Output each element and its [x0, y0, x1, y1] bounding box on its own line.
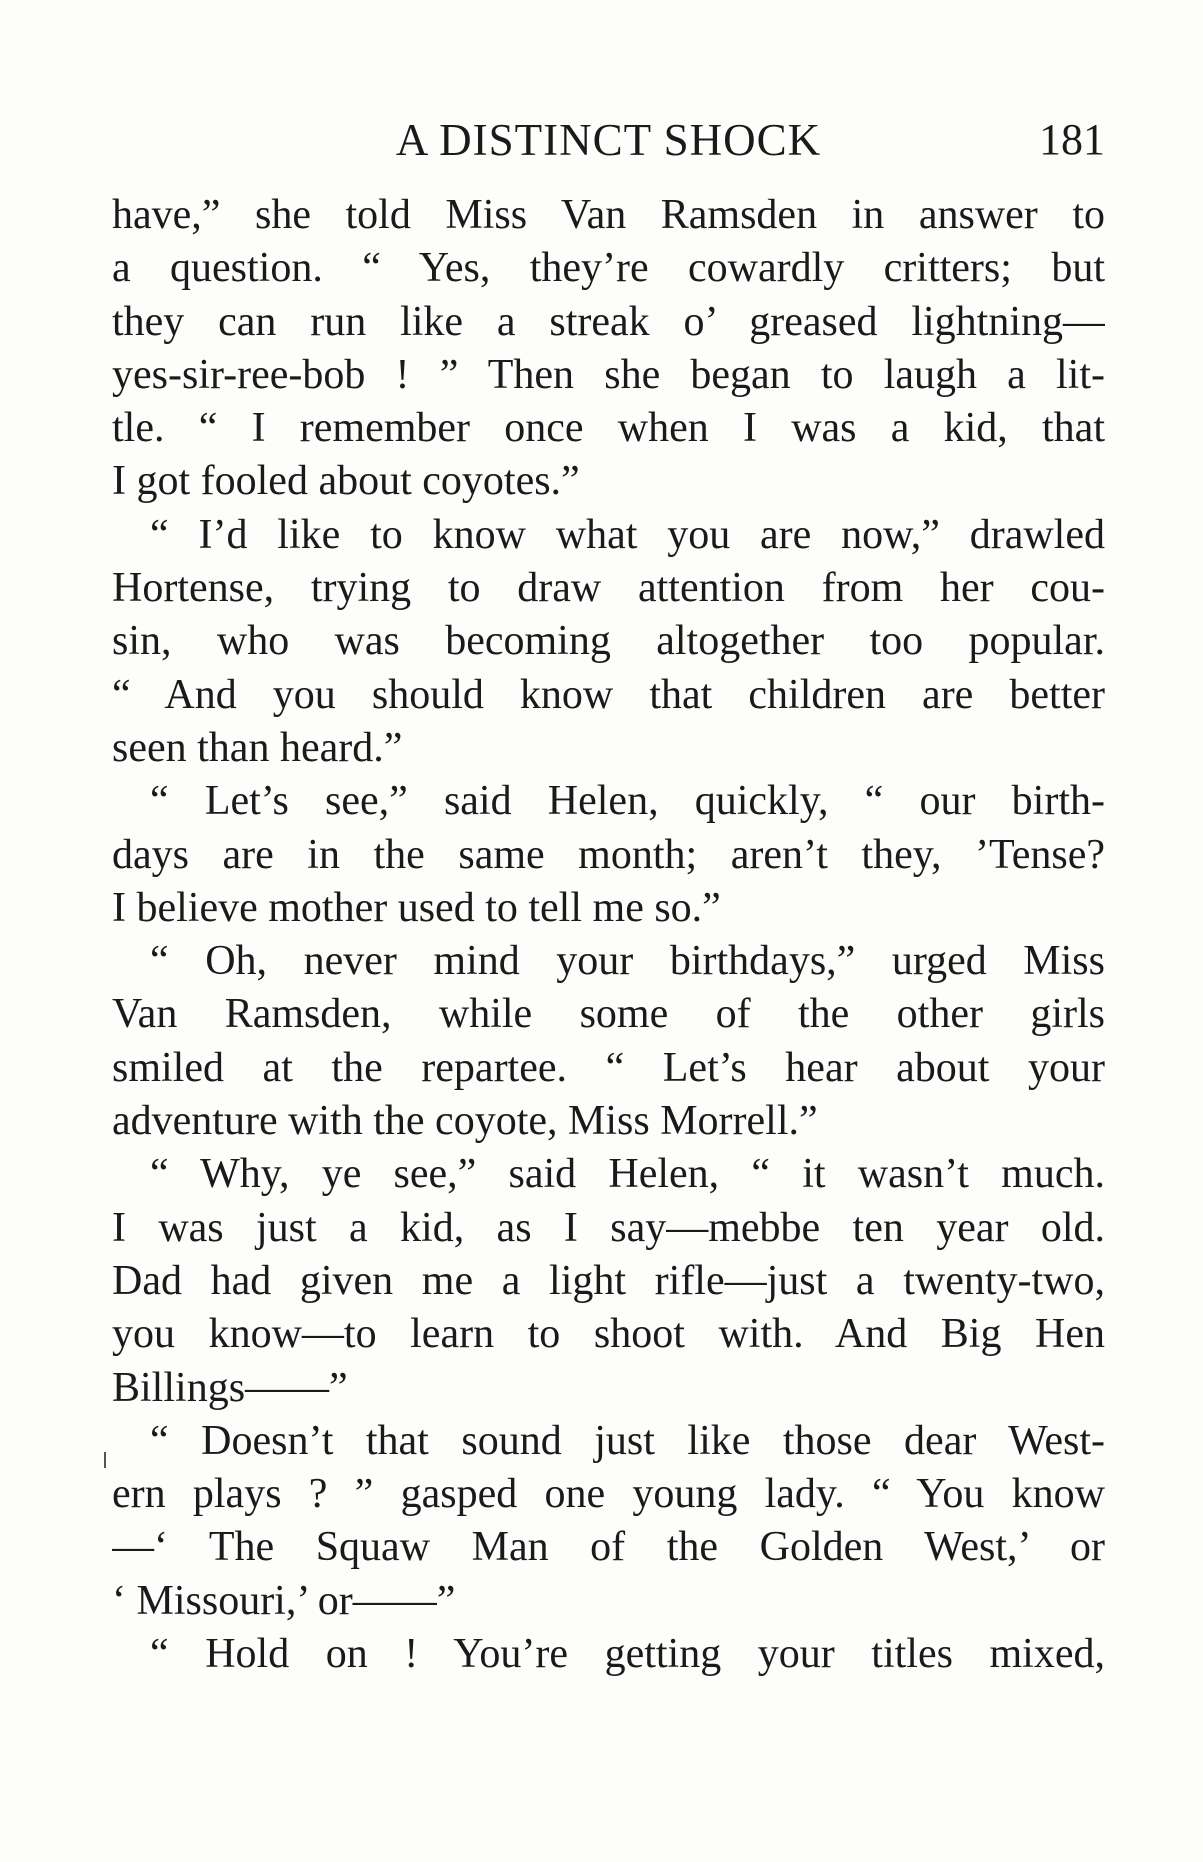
text-line: have,” she told Miss Van Ramsden in answer to [112, 192, 1105, 238]
text-line: tle. “ I remember once when I was a kid, that [112, 405, 1105, 452]
scan-artifact-mark [104, 1452, 106, 1468]
text-line: adventure with the coyote, Miss Morrell.” [112, 1098, 818, 1145]
text-line: seen than heard.” [112, 724, 403, 771]
text-line: “ I’d like to know what you are now,” drawled [150, 511, 1105, 558]
text-line: Van Ramsden, while some of the other girls [112, 991, 1105, 1038]
text-line: Hortense, trying to draw attention from her cou- [112, 565, 1105, 612]
text-line: yes-sir-ree-bob ! ” Then she began to laugh a lit- [112, 351, 1105, 398]
text-line: ern plays ? ” gasped one young lady. “ You know [112, 1471, 1105, 1518]
text-line: Billings——” [112, 1364, 348, 1411]
text-line: “ Why, ye see,” said Helen, “ it wasn’t much. [150, 1151, 1105, 1198]
text-line: “ Doesn’t that sound just like those dear West- [150, 1417, 1105, 1464]
text-line: “ Let’s see,” said Helen, quickly, “ our birth- [150, 778, 1105, 825]
text-line: Dad had given me a light rifle—just a twenty-two, [112, 1257, 1105, 1304]
text-line: days are in the same month; aren’t they, ’Tense? [112, 831, 1105, 878]
body-text [112, 189, 1105, 1681]
text-line: “ Oh, never mind your birthdays,” urged Miss [150, 938, 1105, 985]
text-line: they can run like a streak o’ greased lightning— [112, 298, 1105, 345]
text-line: “ Hold on ! You’re getting your titles mixed, [150, 1631, 1105, 1678]
text-line: smiled at the repartee. “ Let’s hear about your [112, 1044, 1105, 1091]
page-number: 181 [1039, 115, 1105, 164]
text-line: you know—to learn to shoot with. And Big Hen [112, 1311, 1105, 1358]
text-line: a question. “ Yes, they’re cowardly critters; but [112, 245, 1105, 292]
text-line: —‘ The Squaw Man of the Golden West,’ or [112, 1524, 1105, 1571]
text-line: I got fooled about coyotes.” [112, 458, 580, 505]
running-head [112, 110, 1105, 170]
text-line: sin, who was becoming altogether too popular. [112, 618, 1105, 665]
text-line: “ And you should know that children are better [112, 671, 1105, 718]
text-line: ‘ Missouri,’ or——” [112, 1577, 456, 1624]
chapter-title: A DISTINCT SHOCK [395, 115, 822, 165]
text-line: I believe mother used to tell me so.” [112, 884, 721, 931]
text-line: I was just a kid, as I say—mebbe ten year old. [112, 1204, 1105, 1251]
